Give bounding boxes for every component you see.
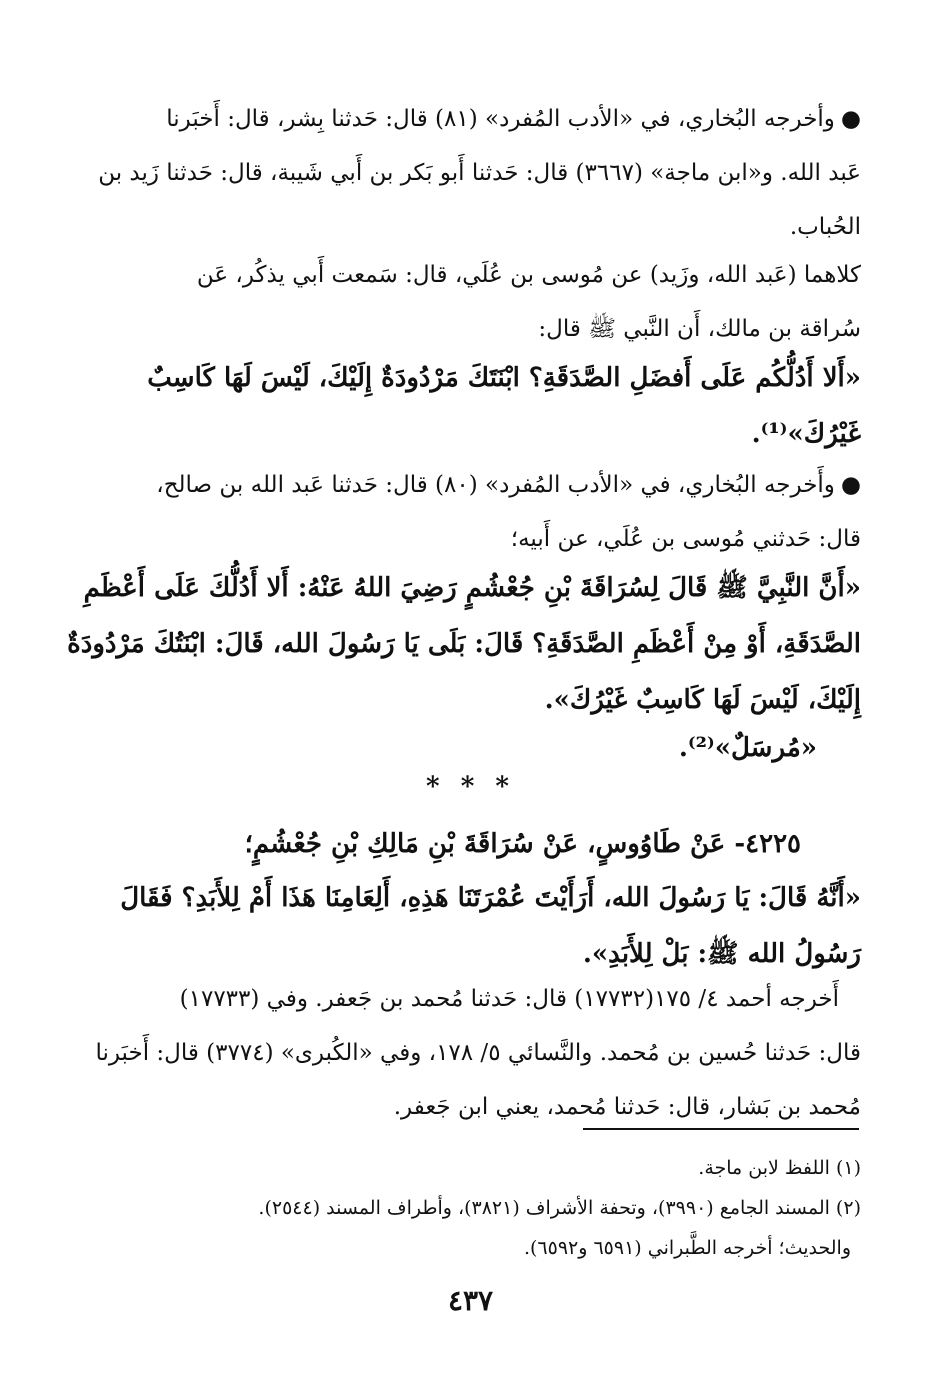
text-line: الحُباب.: [789, 214, 861, 240]
text-line: «مُرسَلٌ»⁽²⁾.: [678, 733, 817, 763]
bullet-icon: ●: [840, 471, 861, 498]
paragraph-chain: [118, 248, 861, 356]
paragraph-bukhari-80: [118, 458, 861, 566]
hadith-text-2: [67, 560, 861, 728]
text-line: «أَلا أَدُلُّكُم عَلَى أَفضَلِ الصَّدَقَةِ؟ ابْنَتَكَ مَرْدُودَةٌ إِلَيْكَ، لَيْسَ لَهَا كَاسِبٌ: [147, 363, 861, 393]
footnotes: [118, 1148, 861, 1268]
footnote-line: (١) اللفظ لابن ماجة.: [698, 1157, 861, 1179]
bullet-icon: ●: [840, 105, 861, 132]
hadith-4225-text: [118, 870, 861, 982]
text-line: الصَّدَقَةِ، أَوْ مِنْ أَعْظَمِ الصَّدَقَةِ؟ قَالَ: بَلَى يَا رَسُولَ الله، قَالَ: ابْنَتُكَ مَرْدُودَةٌ: [67, 629, 861, 659]
section-separator: * * *: [426, 772, 515, 802]
text-line: أَخرجه أحمد ٤/ ١٧٥(١٧٧٣٢) قال: حَدثنا مُحمد بن جَعفر. وفي (١٧٧٣٣): [179, 986, 839, 1012]
text-line: «أَنَّ النَّبِيَّ ﷺ قَالَ لِسُرَاقَةَ بْنِ جُعْشُمٍ رَضِيَ اللهُ عَنْهُ: أَلا أَدُلُّكَ عَلَى أَعْظَمِ: [83, 573, 861, 603]
text-line: «أَنَّهُ قَالَ: يَا رَسُولَ الله، أَرَأَيْتَ عُمْرَتَنَا هَذِهِ، أَلِعَامِنَا هَذَا أَمْ لِلأَبَدِ؟ فَقَالَ: [120, 883, 861, 913]
footnote-divider: [583, 1128, 859, 1130]
text-line: إِلَيْكَ، لَيْسَ لَهَا كَاسِبٌ غَيْرُكَ».: [544, 685, 861, 715]
text-line: كلاهما (عَبد الله، وزَيد) عن مُوسى بن عُلَي، قال: سَمعت أَبي يذكُر، عَن: [196, 262, 861, 288]
text-line: عَبد الله. و«ابن ماجة» (٣٦٦٧) قال: حَدثنا أَبو بَكر بن أَبي شَيبة، قال: حَدثنا زَيد بن: [98, 160, 861, 186]
hadith-4225-heading: [118, 816, 801, 872]
text-line: ●وأَخرجه البُخاري، في «الأدب المُفرد» (٨٠) قال: حَدثنا عَبد الله بن صالح،: [156, 471, 861, 498]
hadith-number-heading: ٤٢٢٥- عَنْ طَاوُوسٍ، عَنْ سُرَاقَةَ بْنِ مَالِكِ بْنِ جُعْشُمٍ؛: [244, 829, 801, 859]
text-line: رَسُولُ الله ﷺ: بَلْ لِلأَبَدِ».: [582, 939, 861, 969]
text-line: قال: حَدثني مُوسى بن عُلَي، عن أَبيه؛: [510, 526, 861, 552]
footnote-line: والحديث؛ أخرجه الطَّبراني (٦٥٩١ و٦٥٩٢).: [523, 1237, 851, 1259]
paragraph-bukhari-81: [98, 92, 861, 254]
text-line: قال: حَدثنا حُسين بن مُحمد. والنَّسائي ٥/ ١٧٨، وفي «الكُبرى» (٣٧٧٤) قال: أَخبَرنا: [95, 1040, 861, 1066]
hadith-text-1: [118, 350, 861, 462]
page-number: ٤٣٧: [447, 1284, 494, 1317]
text-line: ●وأخرجه البُخاري، في «الأدب المُفرد» (٨١) قال: حَدثنا بِشر، قال: أَخبَرنا: [166, 105, 861, 132]
text-line: مُحمد بن بَشار، قال: حَدثنا مُحمد، يعني ابن جَعفر.: [393, 1094, 861, 1120]
mursal-note: [118, 720, 817, 776]
text-line: غَيْرُكَ»⁽¹⁾.: [751, 419, 861, 449]
paragraph-ahmad: [95, 972, 861, 1134]
text-line: سُراقة بن مالك، أَن النَّبي ﷺ قال:: [538, 316, 861, 342]
footnote-line: (٢) المسند الجامع (٣٩٩٠)، وتحفة الأشراف (٣٨٢١)، وأطراف المسند (٢٥٤٤).: [258, 1197, 861, 1219]
